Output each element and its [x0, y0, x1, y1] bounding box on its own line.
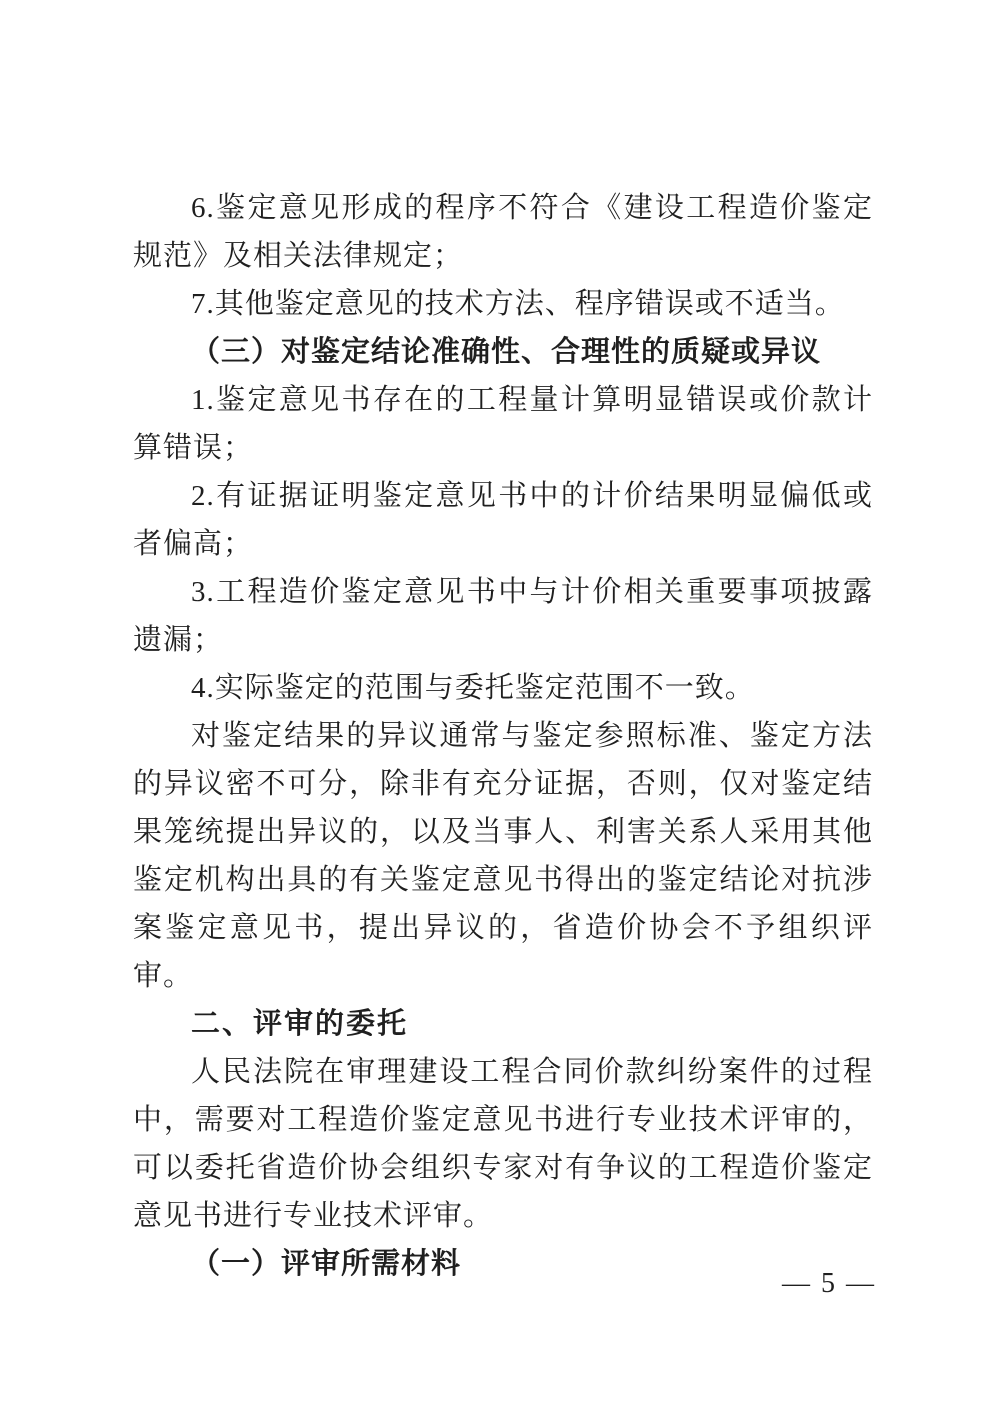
document-text-block — [133, 184, 873, 1288]
page-number: — 5 — — [782, 1268, 876, 1299]
paragraph-item-4: 4.实际鉴定的范围与委托鉴定范围不一致。 — [191, 672, 755, 704]
paragraph-item-3: 3.工程造价鉴定意见书中与计价相关重要事项披露遗漏； — [133, 576, 873, 656]
paragraph-item-2: 2.有证据证明鉴定意见书中的计价结果明显偏低或者偏高； — [133, 480, 873, 560]
paragraph-court-commission: 人民法院在审理建设工程合同价款纠纷案件的过程中，需要对工程造价鉴定意见书进行专业技术评审的，可以委托省造价协会组织专家对有争议的工程造价鉴定意见书进行专业技术评审。 — [133, 1056, 873, 1232]
paragraph-item-1: 1.鉴定意见书存在的工程量计算明显错误或价款计算错误； — [133, 384, 873, 464]
paragraph-item-6: 6.鉴定意见形成的程序不符合《建设工程造价鉴定规范》及相关法律规定； — [133, 192, 873, 272]
chapter-heading-two: 二、评审的委托 — [191, 1008, 409, 1040]
section-heading-three: （三）对鉴定结论准确性、合理性的质疑或异议 — [191, 336, 822, 368]
paragraph-item-7: 7.其他鉴定意见的技术方法、程序错误或不适当。 — [191, 288, 845, 320]
section-heading-one: （一）评审所需材料 — [191, 1248, 462, 1280]
paragraph-objection-explanation: 对鉴定结果的异议通常与鉴定参照标准、鉴定方法的异议密不可分，除非有充分证据，否则，仅对鉴定结果笼统提出异议的，以及当事人、利害关系人采用其他鉴定机构出具的有关鉴定意见书得出的鉴定结论对抗涉案鉴定意见书，提出异议的，省造价协会不予组织评审。 — [133, 720, 873, 992]
